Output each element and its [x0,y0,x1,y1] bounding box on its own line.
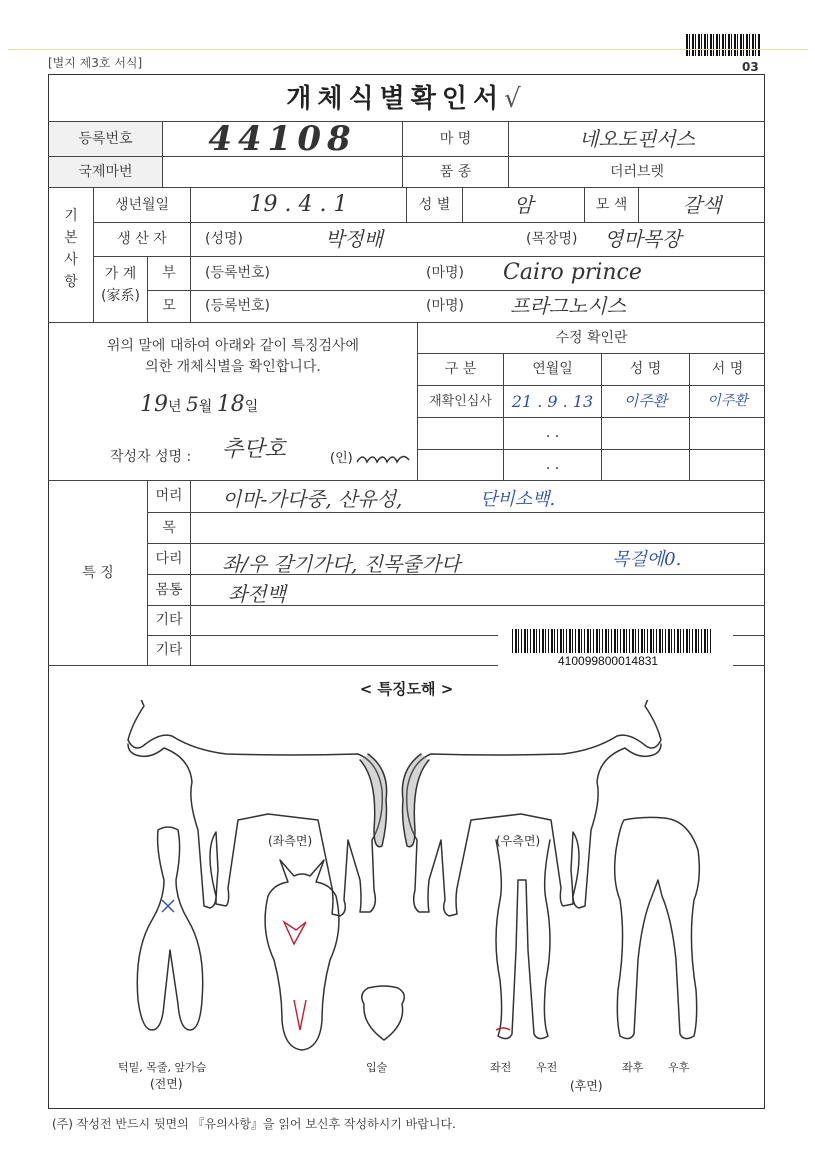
feature-neck-label: 목 [162,520,176,536]
coat-color-value: 갈색 [682,193,722,217]
revision-row-1-type: 재확인심사 [429,394,492,409]
front-view-label: (전면) [150,1077,183,1091]
top-barcode [686,34,761,56]
writer-label: 작성자 성명 : [110,449,192,465]
diagram-title: < 특징도해 > [359,680,454,698]
rear-view-horse [615,817,700,1038]
feature-head-value: 이마-가다중, 산유성, [222,487,403,511]
date-year-unit: 년 [168,399,182,415]
revision-row-1-date: 21 . 9 . 13 [511,392,594,411]
feature-leg-label: 다리 [155,551,183,567]
birth-date-value: 19 . 4 . 1 [249,192,348,217]
horse-diagram [48,700,765,1100]
revision-row-1-sign: 이주환 [707,393,748,409]
reg-number-value: 44108 [208,119,357,159]
writer-seal: (인) [330,451,353,466]
check-mark: √ [504,84,527,114]
farm-name-label: (목장명) [526,231,578,247]
feature-head-extra: 단비소백. [480,489,556,510]
feature-head-label: 머리 [155,488,183,504]
top-rule [8,49,808,50]
basic-char-3: 사 [64,252,78,268]
producer-label: 생 산 자 [117,231,167,247]
right-side-label: (우측면) [496,834,541,848]
date-month: 5 [185,392,199,416]
features-label: 특 징 [82,565,114,581]
horse-name-label: 마 명 [439,131,472,147]
sire-label: 부 [162,265,176,281]
revision-row-2-date: . . [545,425,560,441]
lips-label: 입술 [366,1061,388,1074]
dam-name-value: 프라그노시스 [510,294,626,318]
left-side-horse [128,700,382,916]
barcode-sticker [498,625,733,671]
right-side-horse [407,700,661,916]
title-text: 개체식별확인서 [286,84,505,114]
front-neck-view [137,827,202,1030]
marking-left-front-sock [496,1028,510,1030]
footer-note: (주) 작성전 반드시 뒷면의 『유의사항』을 읽어 보신후 작성하시기 바랍니다. [52,1117,456,1131]
right-hind-label: 우후 [668,1061,690,1074]
barcode-number: 410099800014831 [558,654,659,668]
marking-neck-x [162,900,174,912]
right-front-label: 우전 [536,1061,558,1074]
sire-reg-label: (등록번호) [205,265,271,281]
revision-header-date: 연월일 [532,361,573,377]
revision-header-sign: 서 명 [711,361,744,377]
sex-value: 암 [513,193,534,217]
front-legs-view [496,840,550,1039]
horse-name-value: 네오도핀서스 [579,127,695,151]
coat-color-label: 모 색 [595,197,628,213]
feature-other-label: 기타 [155,612,183,628]
writer-scribble [355,448,415,468]
producer-name-value: 박정배 [325,227,383,251]
feature-neck-extra: 목걸에0. [612,549,682,570]
basic-char-2: 본 [64,230,78,246]
left-side-label: (좌측면) [268,834,313,848]
feature-leg-value: 좌전백 [228,582,286,606]
date-month-unit: 월 [198,399,213,415]
revision-row-3-date: . . [545,457,560,473]
birth-date-label: 생년월일 [114,197,170,213]
basic-char-4: 항 [64,274,78,290]
breed-value: 더러브렛 [609,164,665,180]
dam-reg-label: (등록번호) [205,298,271,314]
sire-name-label: (마명) [426,265,464,281]
writer-value: 추단호 [222,437,286,462]
left-hind-label: 좌후 [622,1061,644,1074]
rear-view-label: (후면) [570,1079,603,1093]
dam-name-label: (마명) [426,298,464,314]
pedigree-label [94,263,147,307]
date-day: 18 [216,392,245,417]
reg-number-label: 등록번호 [49,122,162,156]
sex-label: 성 별 [418,197,451,213]
statement-date [140,392,258,417]
farm-name-value: 영마목장 [604,227,682,251]
feature-neck-value: 좌/우 갈기가다, 진목줄가다 [222,552,461,576]
date-year: 19 [140,392,168,417]
barcode-bars [512,629,712,653]
feature-other-label-2: 기타 [155,642,183,658]
basic-char-1: 기 [64,208,78,224]
revision-header-type: 구 분 [444,361,477,377]
statement-line-1: 위의 말에 대하여 아래와 같이 특징검사에 [106,338,360,354]
revision-header-name: 성 명 [629,361,662,377]
form-title [48,78,765,115]
sire-name-value: Cairo prince [503,260,642,285]
left-front-label: 좌전 [490,1061,512,1074]
marking-blaze [294,1000,306,1030]
pedigree-label-hanja: (家系) [101,288,140,304]
marking-star [284,922,306,944]
left-tail [360,754,387,847]
page-number: 03 [742,60,759,74]
revision-title: 수정 확인란 [555,330,628,346]
under-chin-label: 턱밑, 목줄, 앞가슴 [118,1061,207,1074]
pedigree-label-ko: 가 계 [104,266,137,282]
revision-row-1-name: 이주환 [623,392,668,410]
form-reference: [별지 제3호 서식] [48,56,143,70]
basic-section-label [49,205,93,293]
lips-view [362,986,405,1040]
dam-label: 모 [162,298,176,314]
producer-name-label: (성명) [205,231,243,247]
date-day-unit: 일 [244,399,259,415]
statement-line-2: 의한 개체식별을 확인합니다. [145,359,321,375]
breed-label: 품 종 [439,164,472,180]
intl-number-label: 국제마번 [49,157,162,187]
feature-body-label: 몸통 [155,582,183,598]
right-tail [402,754,429,847]
